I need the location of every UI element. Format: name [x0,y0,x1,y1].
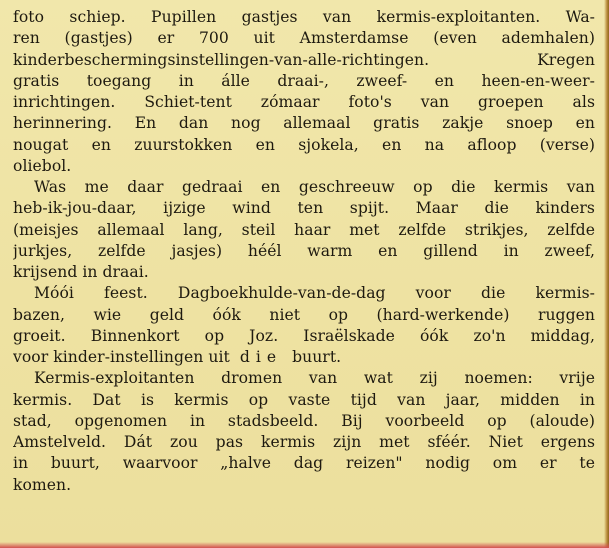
text-line: stad, opgenomen in stadsbeeld. Bij voorbeeld op (aloude) [13,411,595,430]
article-body [13,7,595,496]
text-line: heb-ik-jou-daar, ijzige wind ten spijt. Maar die kinders [13,199,595,218]
text-line: herinnering. En dan nog allemaal gratis zakje snoep en [13,114,595,133]
text-line: jurkjes, zelfde jasjes) héél warm en gillend in zweef, [13,241,595,260]
page-edge-bottom [0,542,609,548]
text-line: komen. [13,475,72,494]
paragraph-4 [13,368,595,496]
text-line: in buurt, waarvoor „halve dag reizen" nodig om er te [13,454,595,473]
text-line: kinderbeschermingsinstellingen-van-alle-richtingen. Kregen [13,50,595,69]
text-line: krijsend in draai. [13,263,149,281]
text-line: Kermis-exploitanten dromen van wat zij noemen: vrije [34,369,595,388]
page-edge-right [604,0,609,548]
text-line: oliebol. [13,156,72,175]
text-line: inrichtingen. Schiet-tent zómaar foto's van groepen als [13,93,595,111]
paragraph-2 [13,177,595,283]
text-line: groeit. Binnenkort op Joz. Israëlskade óók zo'n middag, [13,326,595,345]
text-line: Móói feest. Dagboekhulde-van-de-dag voor die kermis- [34,284,595,303]
line-end: buurt. [292,348,342,366]
paragraph-3 [13,283,595,368]
text-line-with-emphasis [13,347,595,368]
spaced-emphasis-word: die [239,348,283,366]
paragraph-1 [13,7,595,177]
text-line: ren (gastjes) er 700 uit Amsterdamse (even ademhalen) [13,29,595,48]
text-line: foto schiep. Pupillen gastjes van kermis-exploitanten. Wa- [13,8,595,26]
text-line: gratis toegang in álle draai-, zweef- en heen-en-weer- [13,71,595,90]
text-line: (meisjes allemaal lang, steil haar met zelfde strikjes, zelfde [13,220,595,239]
text-line: Amstelveld. Dát zou pas kermis zijn met sféér. Niet ergens [13,433,595,451]
text-line: Was me daar gedraai en geschreeuw op die kermis van [34,178,595,196]
text-line: nougat en zuurstokken en sjokela, en na afloop (verse) [13,135,595,154]
line-start: voor kinder-instellingen uit [13,348,230,366]
text-line: kermis. Dat is kermis op vaste tijd van jaar, midden in [13,390,595,409]
text-line: bazen, wie geld óók niet op (hard-werkende) ruggen [13,305,595,324]
